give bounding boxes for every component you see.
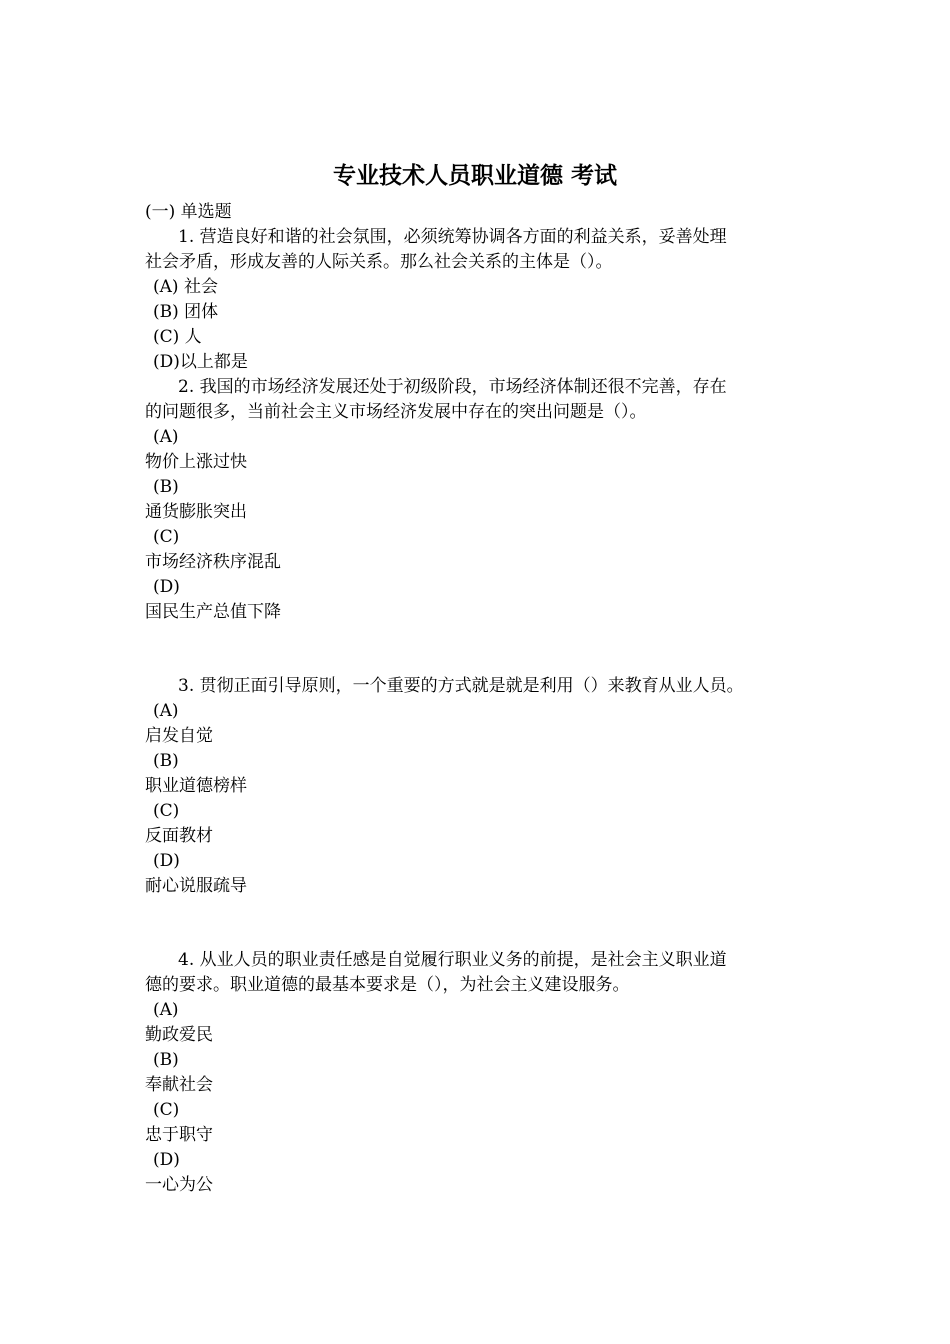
question-3-option-c-label: (C): [153, 801, 180, 821]
question-1-stem-line-1: 1. 营造良好和谐的社会氛围，必须统筹协调各方面的利益关系，妥善处理: [178, 227, 727, 247]
question-3-option-a-text: 启发自觉: [145, 726, 213, 746]
section-heading: (一) 单选题: [145, 202, 232, 222]
question-3-option-d-label: (D): [153, 851, 180, 871]
question-2-option-c-text: 市场经济秩序混乱: [145, 552, 281, 572]
question-2-stem-line-1: 2. 我国的市场经济发展还处于初级阶段，市场经济体制还很不完善，存在: [178, 377, 727, 397]
question-4-stem-line-2: 德的要求。职业道德的最基本要求是（），为社会主义建设服务。: [145, 975, 630, 995]
question-1-option-d: (D)以上都是: [153, 352, 248, 372]
question-4-option-a-text: 勤政爱民: [145, 1025, 213, 1045]
question-2-option-a-label: (A): [153, 427, 179, 447]
question-1-option-b: (B) 团体: [153, 302, 219, 322]
question-2-option-b-text: 通货膨胀突出: [145, 502, 247, 522]
question-2-stem-line-2: 的问题很多，当前社会主义市场经济发展中存在的突出问题是（）。: [145, 402, 647, 422]
question-3-option-c-text: 反面教材: [145, 826, 213, 846]
question-3-option-a-label: (A): [153, 701, 179, 721]
question-1-option-c: (C) 人: [153, 327, 202, 347]
question-4-option-a-label: (A): [153, 1000, 179, 1020]
question-2-option-c-label: (C): [153, 527, 180, 547]
question-1-stem-line-2: 社会矛盾，形成友善的人际关系。那么社会关系的主体是（）。: [145, 252, 613, 272]
question-4-option-d-label: (D): [153, 1150, 180, 1170]
question-3-option-b-label: (B): [153, 751, 179, 771]
question-4-option-b-text: 奉献社会: [145, 1075, 213, 1095]
question-4-stem-line-1: 4. 从业人员的职业责任感是自觉履行职业义务的前提，是社会主义职业道: [178, 950, 727, 970]
question-3-stem-line-1: 3. 贯彻正面引导原则，一个重要的方式就是就是利用（）来教育从业人员。: [178, 676, 744, 696]
question-2-option-d-text: 国民生产总值下降: [145, 602, 281, 622]
document-title: 专业技术人员职业道德 考试: [332, 163, 617, 189]
question-3-option-b-text: 职业道德榜样: [145, 776, 247, 796]
question-4-option-b-label: (B): [153, 1050, 179, 1070]
question-2-option-d-label: (D): [153, 577, 180, 597]
question-1-option-a: (A) 社会: [153, 277, 218, 297]
question-4-option-d-text: 一心为公: [145, 1175, 213, 1195]
question-4-option-c-text: 忠于职守: [145, 1125, 213, 1145]
question-2-option-a-text: 物价上涨过快: [145, 452, 247, 472]
question-4-option-c-label: (C): [153, 1100, 180, 1120]
question-2-option-b-label: (B): [153, 477, 179, 497]
question-3-option-d-text: 耐心说服疏导: [145, 876, 247, 896]
